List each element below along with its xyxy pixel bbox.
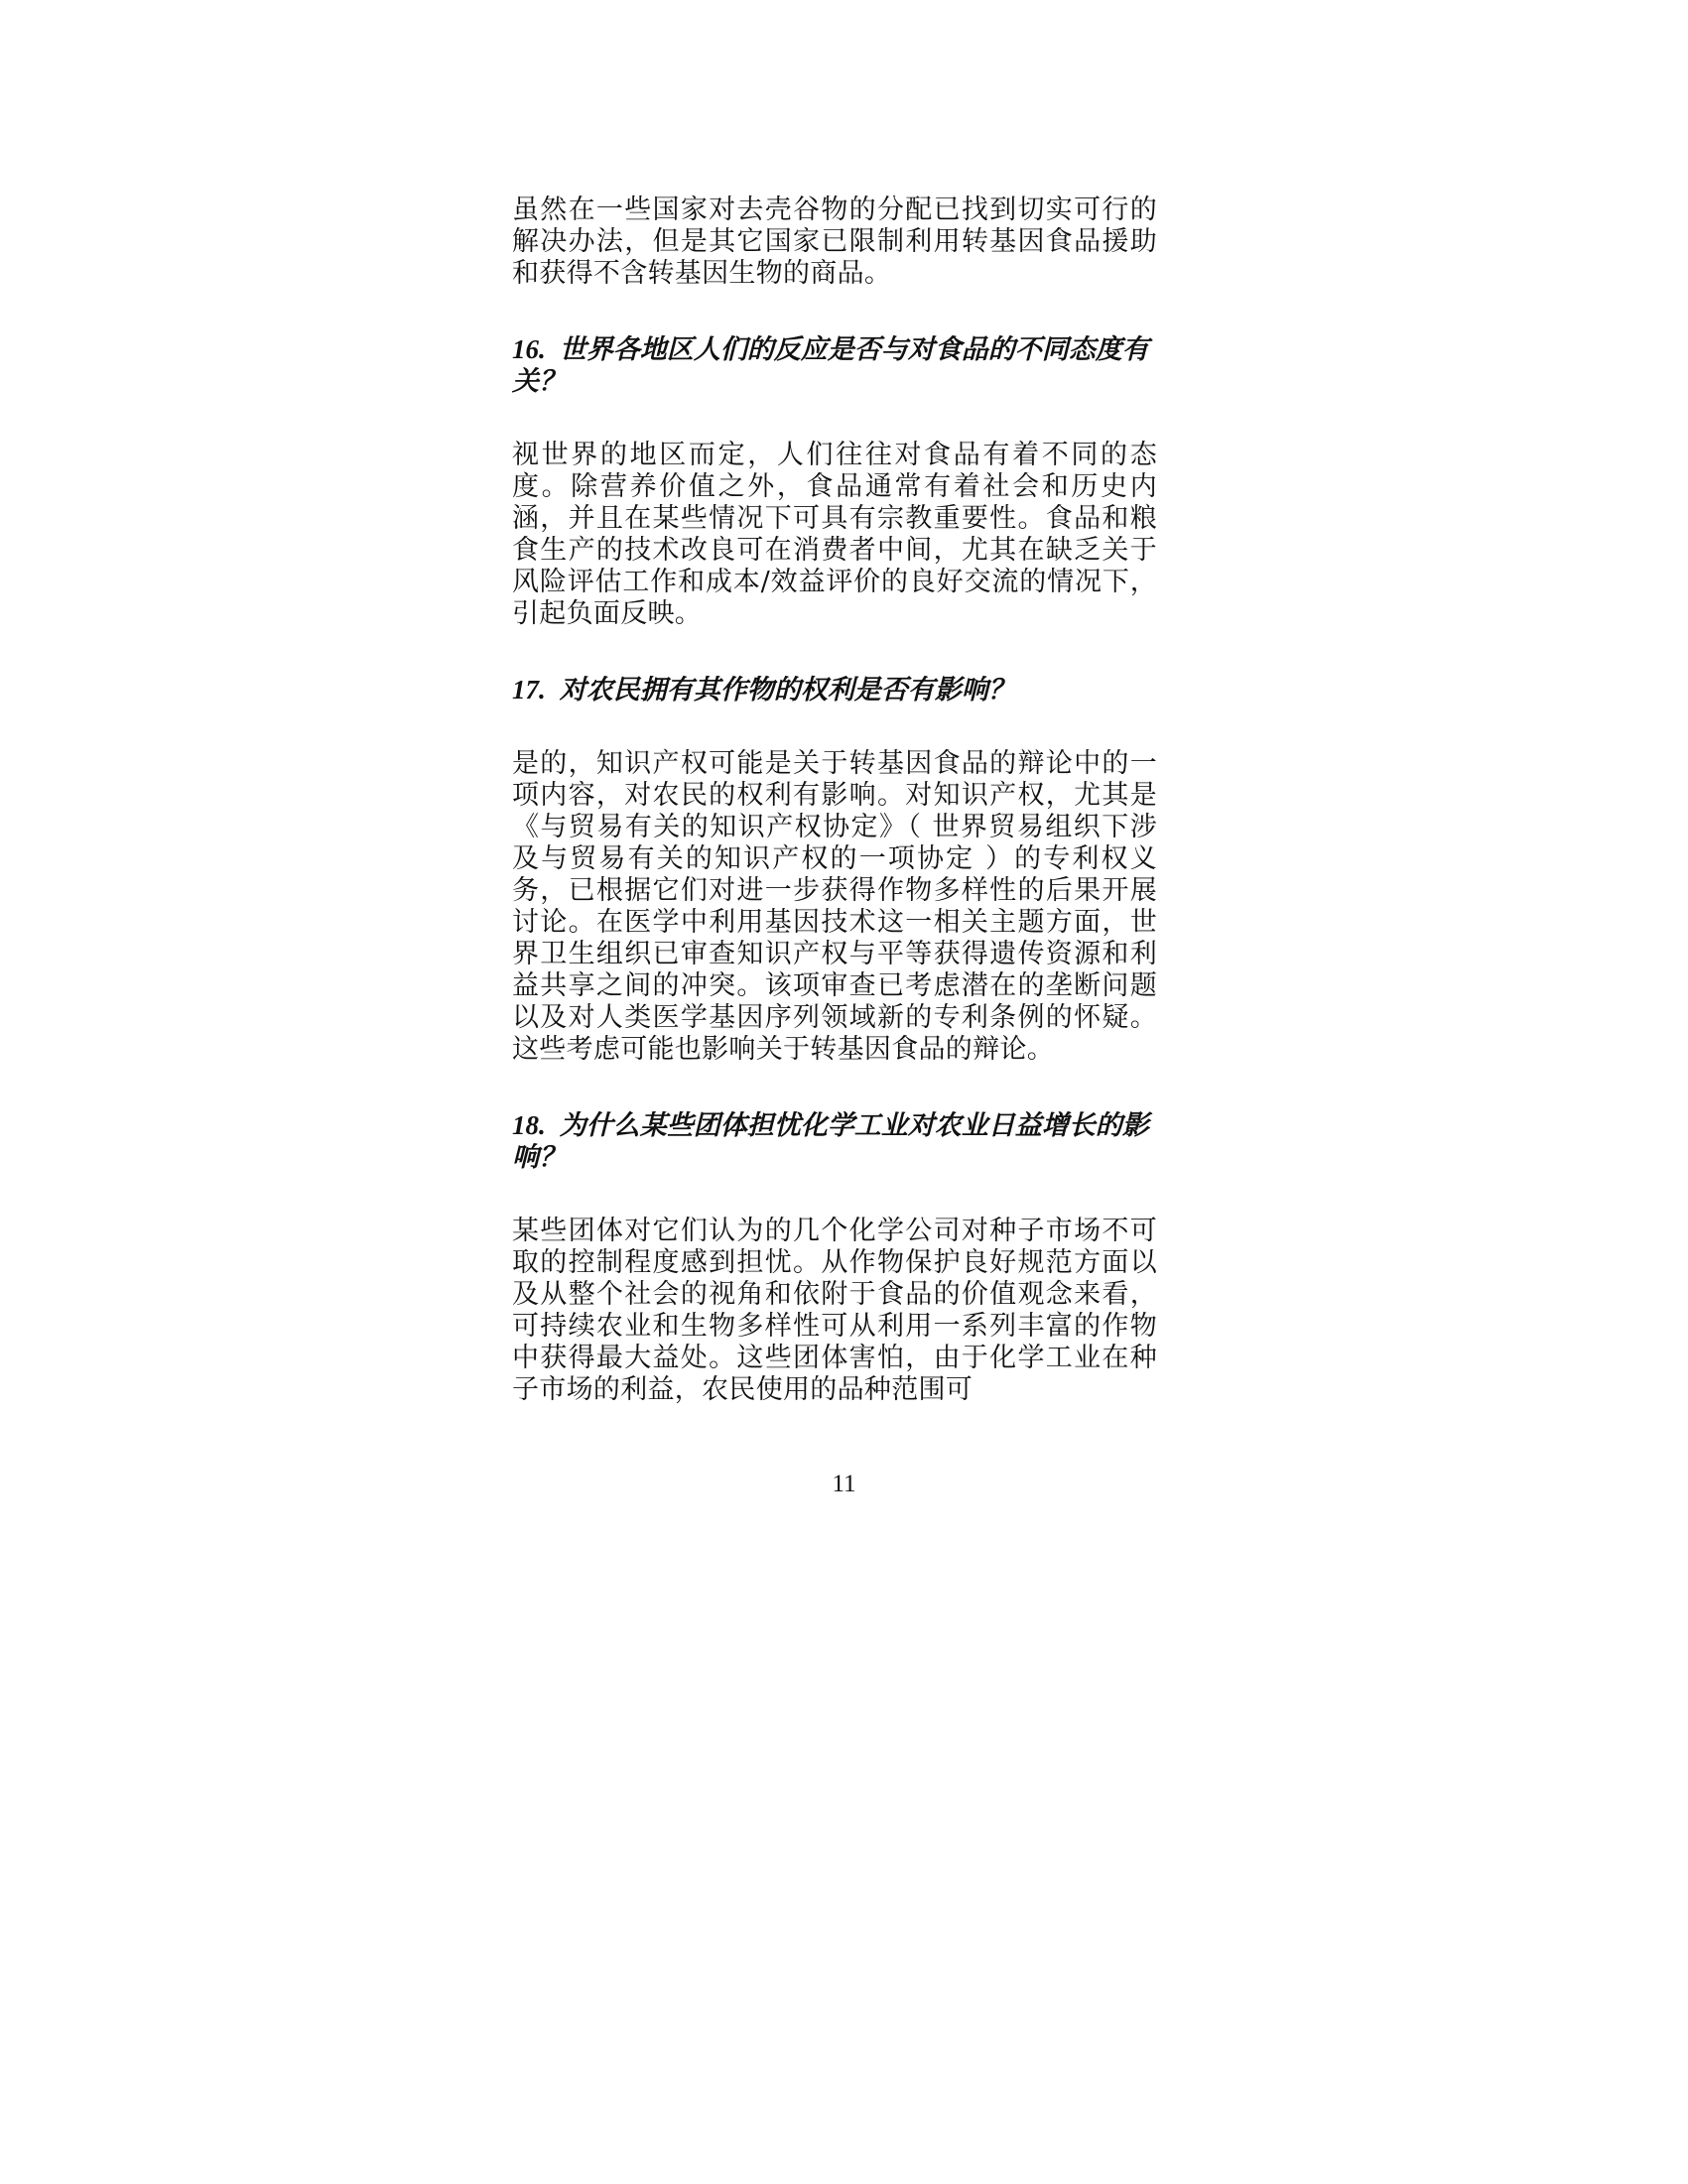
answer-paragraph-17: 是的，知识产权可能是关于转基因食品的辩论中的一项内容，对农民的权利有影响。对知识产权，尤其是《与贸易有关的知识产权协定》（ 世界贸易组织下涉及与贸易有关的知识产权的一项协定 ）的专利权义务，已根据它们对进一步获得作物多样性的后果开展讨论。在医学中利用基因技术这一相关主题方面，世界卫生组织已审查知识产权与平等获得遗传资源和利益共享之间的冲突。该项审查已考虑潜在的垄断问题以及对人类医学基因序列领域新的专利条例的怀疑。这些考虑可能也影响关于转基因食品的辩论。 bbox=[512, 748, 1157, 1065]
answer-paragraph-18: 某些团体对它们认为的几个化学公司对种子市场不可取的控制程度感到担忧。从作物保护良好规范方面以及从整个社会的视角和依附于食品的价值观念来看，可持续农业和生物多样性可从利用一系列丰富的作物中获得最大益处。这些团体害怕，由于化学工业在种子市场的利益，农民使用的品种范围可 bbox=[512, 1216, 1157, 1405]
question-number: 18. bbox=[512, 1110, 546, 1140]
page-number: 11 bbox=[832, 1471, 856, 1497]
answer-paragraph-16: 视世界的地区而定，人们往往对食品有着不同的态度。除营养价值之外，食品通常有着社会和历史内涵，并且在某些情况下可具有宗教重要性。食品和粮食生产的技术改良可在消费者中间，尤其在缺乏关于风险评估工作和成本/效益评价的良好交流的情况下，引起负面反映。 bbox=[512, 440, 1157, 629]
question-heading-16 bbox=[512, 333, 1157, 398]
question-heading-17 bbox=[512, 674, 1157, 707]
question-text: 世界各地区人们的反应是否与对食品的不同态度有关？ bbox=[512, 334, 1149, 397]
question-text: 对农民拥有其作物的权利是否有影响？ bbox=[559, 675, 1015, 706]
question-number: 17. bbox=[512, 675, 546, 705]
intro-paragraph: 虽然在一些国家对去壳谷物的分配已找到切实可行的解决办法，但是其它国家已限制利用转基因食品援助和获得不含转基因生物的商品。 bbox=[512, 194, 1157, 289]
question-heading-18 bbox=[512, 1109, 1157, 1174]
question-text: 为什么某些团体担忧化学工业对农业日益增长的影响？ bbox=[512, 1110, 1149, 1173]
text-column bbox=[512, 194, 1157, 1406]
question-number: 16. bbox=[512, 334, 546, 364]
